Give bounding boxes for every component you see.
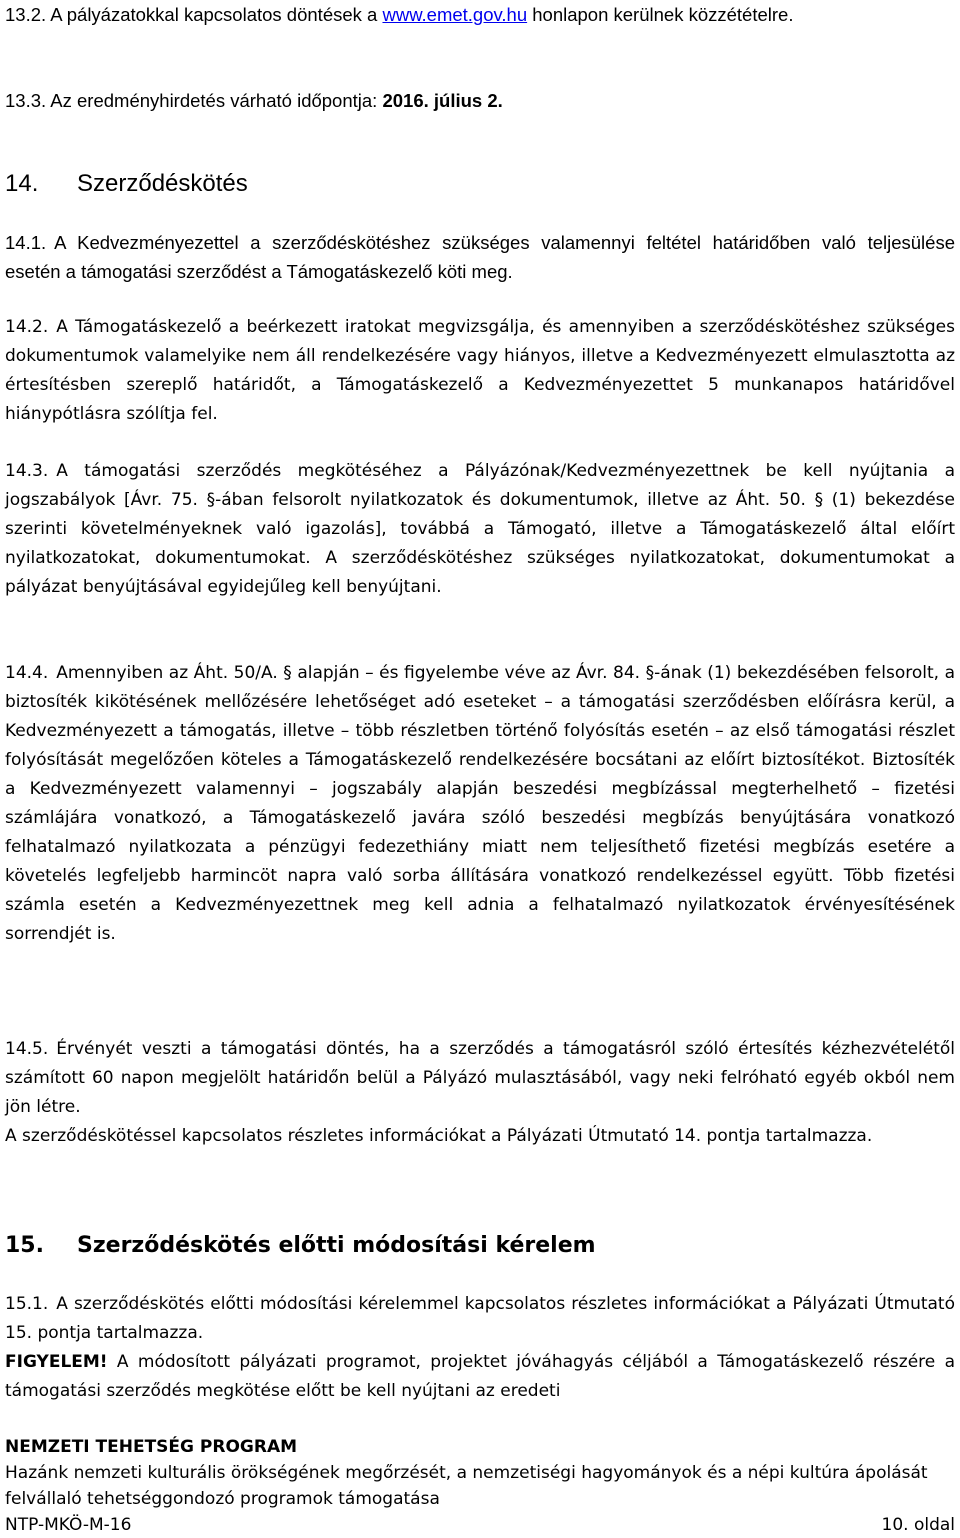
warning-note xyxy=(5,1348,955,1406)
section-number: 14.1. xyxy=(5,232,47,253)
section-number: 14.3. xyxy=(5,461,49,481)
heading-15 xyxy=(5,1231,955,1261)
section-text: A támogatási szerződés megkötéséhez a Pályázónak/Kedvezményezettnek be kell nyújtania a jogszabályok [Ávr. 75. §-ában felsorolt nyilatkozatok és dokumentumok, illetve az Áht. 50. § (1) bekezdése szerinti követelményeknek való igazolás], továbbá a Támogató, illetve a Támogatáskezelő által előírt nyilatkozatokat, dokumentumokat. A szerződéskötéshez szükséges nyilatkozatokat, dokumentumokat a pályázat benyújtásával egyidejűleg kell benyújtani. xyxy=(5,461,955,597)
heading-title: Szerződéskötés xyxy=(77,170,248,197)
section-number: 13.3. xyxy=(5,90,47,111)
section-text: A Kedvezményezettel a szerződéskötéshez szükséges valamennyi feltétel határidőben való teljesülése esetén a támogatási szerződést a Támogatáskezelő köti meg. xyxy=(5,232,955,282)
section-14-5-extra xyxy=(5,1122,955,1151)
footer-code: NTP-MKÖ-M-16 xyxy=(5,1515,132,1535)
section-13-3 xyxy=(5,86,955,115)
section-text: A szerződéskötés előtti módosítási kérelemmel kapcsolatos részletes információkat a Pályázati Útmutató 15. pontja tartalmazza. xyxy=(5,1294,955,1343)
result-date: 2016. július 2. xyxy=(382,90,503,111)
section-text: Érvényét veszti a támogatási döntés, ha a szerződés a támogatásról szóló értesítés kézhezvételétől számított 60 napon megjelölt határidőn belül a Pályázó mulasztásából, vagy neki felróható egyéb okból nem jön létre. xyxy=(5,1039,955,1117)
section-number: 14.2. xyxy=(5,317,49,337)
heading-number: 15. xyxy=(5,1233,44,1258)
footer-program-title: NEMZETI TEHETSÉG PROGRAM xyxy=(5,1437,298,1457)
section-15-1 xyxy=(5,1290,955,1348)
section-number: 14.5. xyxy=(5,1039,49,1059)
heading-14 xyxy=(5,169,955,199)
section-14-3 xyxy=(5,457,955,602)
warning-text: A módosított pályázati programot, projektet jóváhagyás céljából a Támogatáskezelő részére a támogatási szerződés megkötése előtt be kell nyújtani az eredeti xyxy=(5,1352,955,1401)
section-14-2 xyxy=(5,313,955,429)
section-text: Az eredményhirdetés várható időpontja: xyxy=(50,90,378,111)
footer-description: Hazánk nemzeti kulturális örökségének megőrzését, a nemzetiségi hagyományok és a népi kultúra ápolását felvállaló tehetséggondozó programok támogatása xyxy=(5,1463,928,1509)
section-text: Amennyiben az Áht. 50/A. § alapján – és figyelembe véve az Ávr. 84. §-ának (1) bekezdésében felsorolt, a biztosíték kikötésének mellőzésére lehetőséget adó eseteket – a támogatási szerződésben előírásra kerül, a Kedvezményezett a támogatás, illetve – több részletben történő folyósítás esetén – az első támogatási részlet folyósítását megelőzően köteles a Támogatáskezelő rendelkezésére bocsátani az előírt biztosítékot. Biztosíték a Kedvezményezett valamennyi – jogszabály alapján beszedési megbízással megterhelhető – fizetési számlájára vonatkozó, a Támogatáskezelő javára szóló beszedési megbízás benyújtására vonatkozó felhatalmazó nyilatkozata a pénzügyi fedezethiány miatt nem teljesíthető fizetési megbízás esetére a követelés legfeljebb harmincöt napra való sorba állítására vonatkozó rendelkezéssel együtt. Több fizetési számla esetén a Kedvezményezettnek meg kell adnia a felhatalmazó nyilatkozatok érvényesítésének sorrendjét is. xyxy=(5,663,955,944)
heading-number: 14. xyxy=(5,170,39,197)
section-13-2 xyxy=(5,0,955,29)
section-14-4 xyxy=(5,659,955,949)
section-number: 15.1. xyxy=(5,1294,49,1314)
heading-title: Szerződéskötés előtti módosítási kérelem xyxy=(77,1233,596,1258)
section-14-1 xyxy=(5,228,955,286)
section-number: 14.4. xyxy=(5,663,49,683)
section-text: A szerződéskötéssel kapcsolatos részletes információkat a Pályázati Útmutató 14. pontja tartalmazza. xyxy=(5,1126,873,1146)
section-14-5 xyxy=(5,1035,955,1122)
section-text: A Támogatáskezelő a beérkezett iratokat megvizsgálja, és amennyiben a szerződéskötéshez szükséges dokumentumok valamelyike nem áll rendelkezésére vagy hiányos, illetve a Kedvezményezett elmulasztotta az értesítésben szereplő határidőt, a Támogatáskezelő a Kedvezményezettet 5 munkanapos határidővel hiánypótlásra szólítja fel. xyxy=(5,317,955,424)
emet-website-link[interactable]: www.emet.gov.hu xyxy=(382,4,528,25)
section-number: 13.2. xyxy=(5,4,47,25)
warning-label: FIGYELEM! xyxy=(5,1352,108,1372)
page-number: 10. oldal xyxy=(881,1515,955,1535)
footer-bottom-row xyxy=(5,1512,955,1538)
section-text-cont: honlapon kerülnek közzétételre. xyxy=(532,4,794,25)
page-footer xyxy=(5,1434,955,1538)
section-text: A pályázatokkal kapcsolatos döntések a xyxy=(50,4,378,25)
